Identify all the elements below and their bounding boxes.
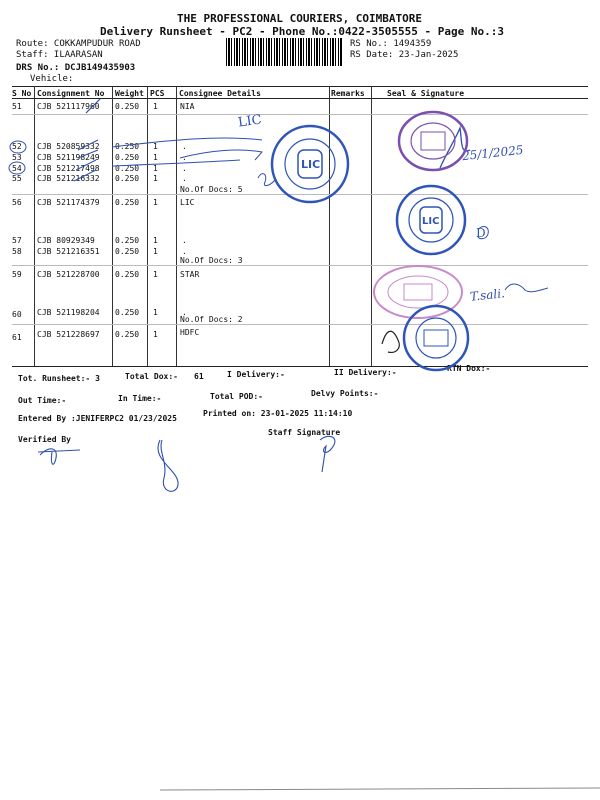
doc-count: No.Of Docs: 5 bbox=[180, 185, 243, 194]
row-consignee: HDFC bbox=[180, 328, 200, 337]
col-header-pcs: PCS bbox=[150, 89, 165, 98]
lic-stamp-mid bbox=[393, 182, 469, 258]
lic-handwritten-note: LIC bbox=[237, 112, 263, 131]
doc-count: No.Of Docs: 2 bbox=[180, 315, 243, 324]
rs-number: RS No.: 1494359 bbox=[350, 39, 432, 49]
row-consignee: NIA bbox=[180, 102, 195, 111]
row-consignee: STAR bbox=[180, 270, 200, 279]
row-consignee: . bbox=[182, 153, 187, 162]
row-consignment: CJB 521217498 bbox=[37, 164, 100, 173]
total-pod: Total POD:- bbox=[210, 392, 263, 401]
row-pcs: 1 bbox=[153, 198, 158, 207]
tot-runsheet: Tot. Runsheet:- 3 bbox=[18, 374, 100, 383]
total-dox-value: 61 bbox=[194, 372, 204, 381]
d-handwritten-note: D bbox=[476, 226, 486, 240]
svg-text:LIC: LIC bbox=[422, 216, 440, 227]
row-consignment: CJB 521228700 bbox=[37, 270, 100, 279]
row-weight: 0.250 bbox=[115, 308, 140, 317]
drs-number: DRS No.: DCJB149435903 bbox=[16, 63, 136, 73]
hdfc-stamp bbox=[400, 302, 472, 374]
row-weight: 0.250 bbox=[115, 247, 140, 256]
staff-label: Staff: ILAARASAN bbox=[16, 50, 103, 60]
row-consignment: CJB 520859332 bbox=[37, 142, 100, 151]
total-dox-label: Total Dox:- bbox=[125, 372, 178, 381]
row-consignee: LIC bbox=[180, 198, 195, 207]
row-pcs: 1 bbox=[153, 236, 158, 245]
row-weight: 0.250 bbox=[115, 236, 140, 245]
row-sno: 57 bbox=[12, 236, 22, 245]
col-header-sno: S No bbox=[12, 89, 32, 98]
vehicle-label: Vehicle: bbox=[30, 74, 74, 84]
row-sno: 60 bbox=[12, 310, 22, 319]
row-sno: 59 bbox=[12, 270, 22, 279]
entered-by: Entered By :JENIFERPC2 01/23/2025 bbox=[18, 414, 177, 423]
row-weight: 0.250 bbox=[115, 330, 140, 339]
staff-signature-label: Staff Signature bbox=[268, 428, 341, 437]
row-consignment: CJB 521198249 bbox=[37, 153, 100, 162]
row-sno: 58 bbox=[12, 247, 22, 256]
doc-count: No.Of Docs: 3 bbox=[180, 256, 243, 265]
route-label: Route: COKKAMPUDUR ROAD bbox=[16, 39, 141, 49]
col-header-remarks: Remarks bbox=[331, 89, 365, 98]
row-pcs: 1 bbox=[153, 308, 158, 317]
row-sno: 54 bbox=[12, 164, 22, 173]
out-time: Out Time:- bbox=[18, 396, 67, 405]
row-sno: 56 bbox=[12, 198, 22, 207]
tsali-handwritten-note: T.sali. bbox=[469, 286, 506, 304]
verified-by: Verified By bbox=[18, 435, 71, 444]
col-header-weight: Weight bbox=[115, 89, 144, 98]
row-consignment: CJB 521198204 bbox=[37, 308, 100, 317]
row-consignee: . bbox=[182, 142, 187, 151]
col-header-seal: Seal & Signature bbox=[387, 89, 465, 98]
col-header-consignee: Consignee Details bbox=[179, 89, 261, 98]
row-pcs: 1 bbox=[153, 330, 158, 339]
date-handwritten-note: 25/1/2025 bbox=[461, 142, 525, 164]
row-weight: 0.250 bbox=[115, 153, 140, 162]
row-pcs: 1 bbox=[153, 102, 158, 111]
row-pcs: 1 bbox=[153, 153, 158, 162]
row-weight: 0.250 bbox=[115, 270, 140, 279]
row-pcs: 1 bbox=[153, 164, 158, 173]
row-consignment: CJB 521228697 bbox=[37, 330, 100, 339]
row-consignment: CJB 521216332 bbox=[37, 174, 100, 183]
row-consignee: . bbox=[182, 236, 187, 245]
lic-stamp-top bbox=[268, 122, 352, 206]
row-pcs: 1 bbox=[153, 247, 158, 256]
row-consignee: . bbox=[182, 174, 187, 183]
runsheet-subtitle: Delivery Runsheet - PC2 - Phone No.:0422-3505555 - Page No.:3 bbox=[100, 25, 504, 38]
row-sno: 52 bbox=[12, 142, 22, 151]
row-consignment: CJB 521216351 bbox=[37, 247, 100, 256]
printed-on: Printed on: 23-01-2025 11:14:10 bbox=[203, 409, 353, 418]
row-consignment: CJB 80929349 bbox=[37, 236, 95, 245]
row-consignee: . bbox=[182, 164, 187, 173]
svg-text:LIC: LIC bbox=[301, 158, 321, 171]
company-title: THE PROFESSIONAL COURIERS, COIMBATORE bbox=[177, 12, 423, 25]
row-weight: 0.250 bbox=[115, 142, 140, 151]
col-header-consignment: Consignment No bbox=[37, 89, 105, 98]
row-sno: 51 bbox=[12, 102, 22, 111]
row-weight: 0.250 bbox=[115, 102, 140, 111]
nia-stamp bbox=[395, 108, 471, 174]
row-weight: 0.250 bbox=[115, 198, 140, 207]
in-time: In Time:- bbox=[118, 394, 162, 403]
row-weight: 0.250 bbox=[115, 174, 140, 183]
rs-date: RS Date: 23-Jan-2025 bbox=[350, 50, 459, 60]
row-consignee: . bbox=[182, 308, 187, 317]
row-pcs: 1 bbox=[153, 174, 158, 183]
row-consignee: . bbox=[182, 247, 187, 256]
row-sno: 53 bbox=[12, 153, 22, 162]
i-delivery: I Delivery:- bbox=[227, 370, 285, 379]
row-pcs: 1 bbox=[153, 142, 158, 151]
row-consignment: CJB 521174379 bbox=[37, 198, 100, 207]
row-sno: 55 bbox=[12, 174, 22, 183]
row-weight: 0.250 bbox=[115, 164, 140, 173]
row-pcs: 1 bbox=[153, 270, 158, 279]
row-consignment: CJB 521117960 bbox=[37, 102, 100, 111]
row-sno: 61 bbox=[12, 333, 22, 342]
rtn-dox: RTN Dox:- bbox=[447, 364, 491, 373]
delvy-points: Delvy Points:- bbox=[311, 389, 379, 398]
ii-delivery: II Delivery:- bbox=[334, 368, 397, 377]
